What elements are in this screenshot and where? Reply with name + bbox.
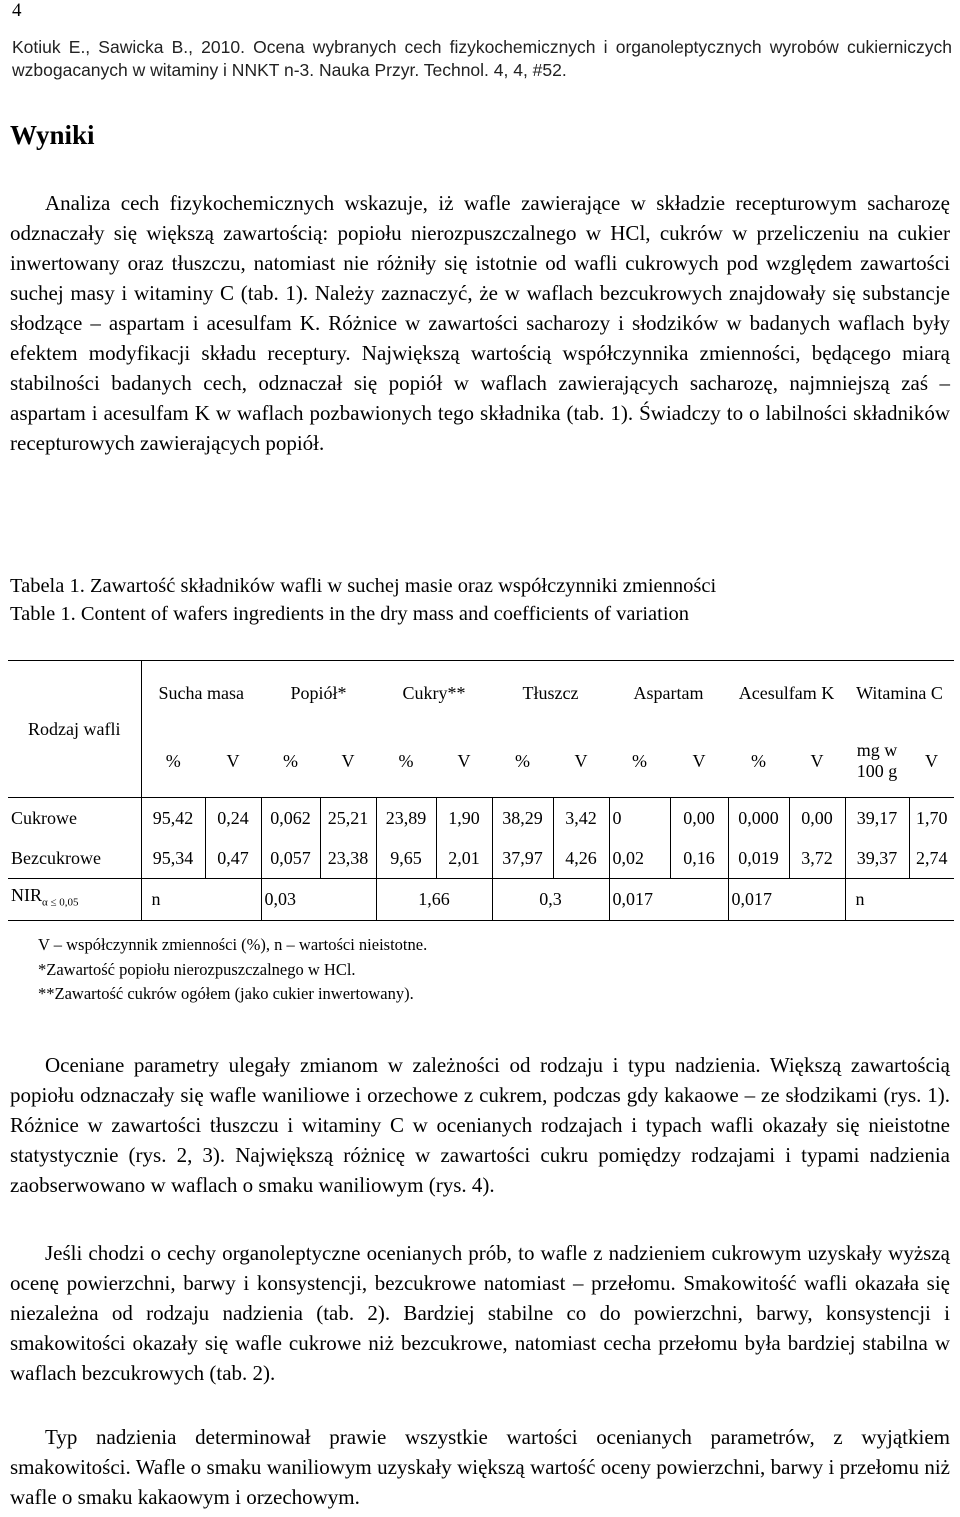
sub-pct: % bbox=[376, 726, 436, 798]
table-cell: n bbox=[845, 879, 954, 921]
table-cell: 39,37 bbox=[845, 839, 909, 879]
table-cell: 0,057 bbox=[261, 839, 320, 879]
paragraph-filling-type: Typ nadzienia determinował prawie wszystkie wartości ocenianych parametrów, z wyjątkiem smakowitości. Wafle o smaku waniliowym uzyskały większą wartość oceny powierzchni, barwy i przełomu niż wafle o smaku kakaowym i orzechowym. bbox=[10, 1425, 950, 1509]
sub-v: V bbox=[436, 726, 492, 798]
sub-pct: % bbox=[492, 726, 553, 798]
table-cell: 0,000 bbox=[728, 798, 789, 839]
table-cell: 2,74 bbox=[909, 839, 954, 879]
paragraph-organoleptic: Jeśli chodzi o cechy organoleptyczne ocenianych prób, to wafle z nadzieniem cukrowym uzyskały wyższą ocenę powierzchni, barwy i konsystencji, bezcukrowe natomiast – przełomu. Smakowitość wafli okazała się niezależna od rodzaju nadzienia (tab. 2). Bardziej stabilne co do powierzchni, barwy, konsystencji i smakowitości okazały się wafle cukrowe niż bezcukrowe, natomiast cecha przełomu była bardziej stabilna w waflach bezcukrowych (tab. 2). bbox=[10, 1241, 950, 1385]
table-cell: 39,17 bbox=[845, 798, 909, 839]
citation-header: Kotiuk E., Sawicka B., 2010. Ocena wybranych cech fizykochemicznych i organoleptycznych wyrobów cukierniczych wzbogacanych w witaminy i NNKT n-3. Nauka Przyr. Technol. 4, 4, #52. bbox=[12, 37, 952, 80]
table-cell: 0,02 bbox=[609, 839, 670, 879]
table-cell: 0,16 bbox=[670, 839, 728, 879]
results-table bbox=[8, 660, 954, 921]
header-aspartame: Aspartam bbox=[609, 661, 728, 726]
table-cell: 3,72 bbox=[789, 839, 845, 879]
table-cell: 95,42 bbox=[141, 798, 205, 839]
table-caption-en: Table 1. Content of wafers ingredients in the dry mass and coefficients of variation bbox=[10, 603, 690, 625]
table-cell: 1,90 bbox=[436, 798, 492, 839]
sub-pct: % bbox=[609, 726, 670, 798]
table-cell: 0,47 bbox=[205, 839, 261, 879]
sub-v: V bbox=[205, 726, 261, 798]
table-cell: 0,019 bbox=[728, 839, 789, 879]
table-cell: 4,26 bbox=[553, 839, 609, 879]
table-cell: 1,66 bbox=[376, 879, 492, 921]
table-header-row bbox=[8, 661, 954, 726]
table-note: **Zawartość cukrów ogółem (jako cukier inwertowany). bbox=[38, 984, 414, 1003]
sub-v: V bbox=[909, 726, 954, 798]
sub-mg: mg w 100 g bbox=[845, 726, 909, 798]
paragraph-results: Analiza cech fizykochemicznych wskazuje, iż wafle zawierające w składzie recepturowym sacharozę odznaczały się większą zawartością: popiołu nierozpuszczalnego w HCl, cukrów w przeliczeniu na cukier inwertowany oraz tłuszczu, natomiast nie różniły się istotnie od wafli cukrowych pod względem zawartości suchej masy i witaminy C (tab. 1). Należy zaznaczyć, że w waflach bezcukrowych znajdowały się substancje słodzące – aspartam i acesulfam K. Różnice w zawartości sacharozy i słodzików w badanych waflach były efektem modyfikacji składu receptury. Największą wartością współczynnika zmienności, będącego miarą stabilności badanych cech, odznaczał się popiół w waflach zawierających sacharozę, najmniejszą zaś – aspartam i acesulfam K w waflach pozbawionych tego składnika (tab. 1). Świadczy to o labilności składników recepturowych zawierających popiół. bbox=[10, 191, 950, 455]
header-type bbox=[8, 661, 141, 798]
header-dry-mass: Sucha masa bbox=[141, 661, 261, 726]
table-cell: 23,38 bbox=[320, 839, 376, 879]
table-caption-pl: Tabela 1. Zawartość składników wafli w suchej masie oraz współczynniki zmienności bbox=[10, 575, 717, 597]
table-cell: 95,34 bbox=[141, 839, 205, 879]
section-heading: Wyniki bbox=[10, 120, 95, 150]
nir-label-text: NIR bbox=[11, 885, 42, 906]
table-row-nir bbox=[8, 879, 954, 921]
table-cell: 0,017 bbox=[609, 879, 728, 921]
header-type-label: Rodzaj wafli bbox=[28, 718, 121, 739]
table-note: *Zawartość popiołu nierozpuszczalnego w HCl. bbox=[38, 959, 356, 979]
sub-v: V bbox=[789, 726, 845, 798]
sub-v: V bbox=[670, 726, 728, 798]
sub-v: V bbox=[320, 726, 376, 798]
table-notes bbox=[38, 933, 427, 1007]
table-cell: 0 bbox=[609, 798, 670, 839]
nir-label bbox=[8, 879, 141, 921]
page-number: 4 bbox=[12, 0, 22, 21]
table-row bbox=[8, 839, 954, 879]
sub-v: V bbox=[553, 726, 609, 798]
sub-pct: % bbox=[141, 726, 205, 798]
sub-pct: % bbox=[728, 726, 789, 798]
table-cell: 3,42 bbox=[553, 798, 609, 839]
table-cell: 0,00 bbox=[789, 798, 845, 839]
table-cell: 25,21 bbox=[320, 798, 376, 839]
header-fat: Tłuszcz bbox=[492, 661, 609, 726]
table-cell: 37,97 bbox=[492, 839, 553, 879]
row-label: Bezcukrowe bbox=[8, 839, 141, 879]
header-acesulfame: Acesulfam K bbox=[728, 661, 845, 726]
paragraph-filling: Oceniane parametry ulegały zmianom w zależności od rodzaju i typu nadzienia. Większą zawartością popiołu odznaczały się wafle waniliowe i orzechowe z cukrem, podczas gdy kakaowe – ze słodzikami (rys. 1). Różnice w zawartości tłuszczu i witaminy C w ocenianych rodzajach i typach wafli okazały się nieistotne statystycznie (rys. 2, 3). Największą różnicę w zawartości cukru pomiędzy rodzajami i typami nadzienia zaobserwowano w waflach o smaku waniliowym (rys. 4). bbox=[10, 1053, 950, 1197]
table-cell: 0,3 bbox=[492, 879, 609, 921]
table-row bbox=[8, 798, 954, 839]
table-cell: 23,89 bbox=[376, 798, 436, 839]
header-vitamin-c: Witamina C bbox=[845, 661, 954, 726]
sub-pct: % bbox=[261, 726, 320, 798]
table-cell: 38,29 bbox=[492, 798, 553, 839]
table-cell: 2,01 bbox=[436, 839, 492, 879]
header-sugars: Cukry** bbox=[376, 661, 492, 726]
row-label: Cukrowe bbox=[11, 807, 77, 828]
table-cell: 1,70 bbox=[909, 798, 954, 839]
header-ash: Popiół* bbox=[261, 661, 376, 726]
table-cell: 0,017 bbox=[728, 879, 845, 921]
nir-label-sub: α ≤ 0,05 bbox=[42, 896, 79, 909]
table-cell: n bbox=[141, 879, 261, 921]
table-note: V – współczynnik zmienności (%), n – wartości nieistotne. bbox=[38, 935, 428, 954]
table-cell: 9,65 bbox=[376, 839, 436, 879]
table-cell: 0,00 bbox=[670, 798, 728, 839]
table-cell: 0,062 bbox=[261, 798, 320, 839]
table-subheader-row bbox=[8, 726, 954, 798]
table-caption bbox=[10, 572, 716, 628]
table-cell: 0,03 bbox=[261, 879, 376, 921]
table-cell: 0,24 bbox=[205, 798, 261, 839]
